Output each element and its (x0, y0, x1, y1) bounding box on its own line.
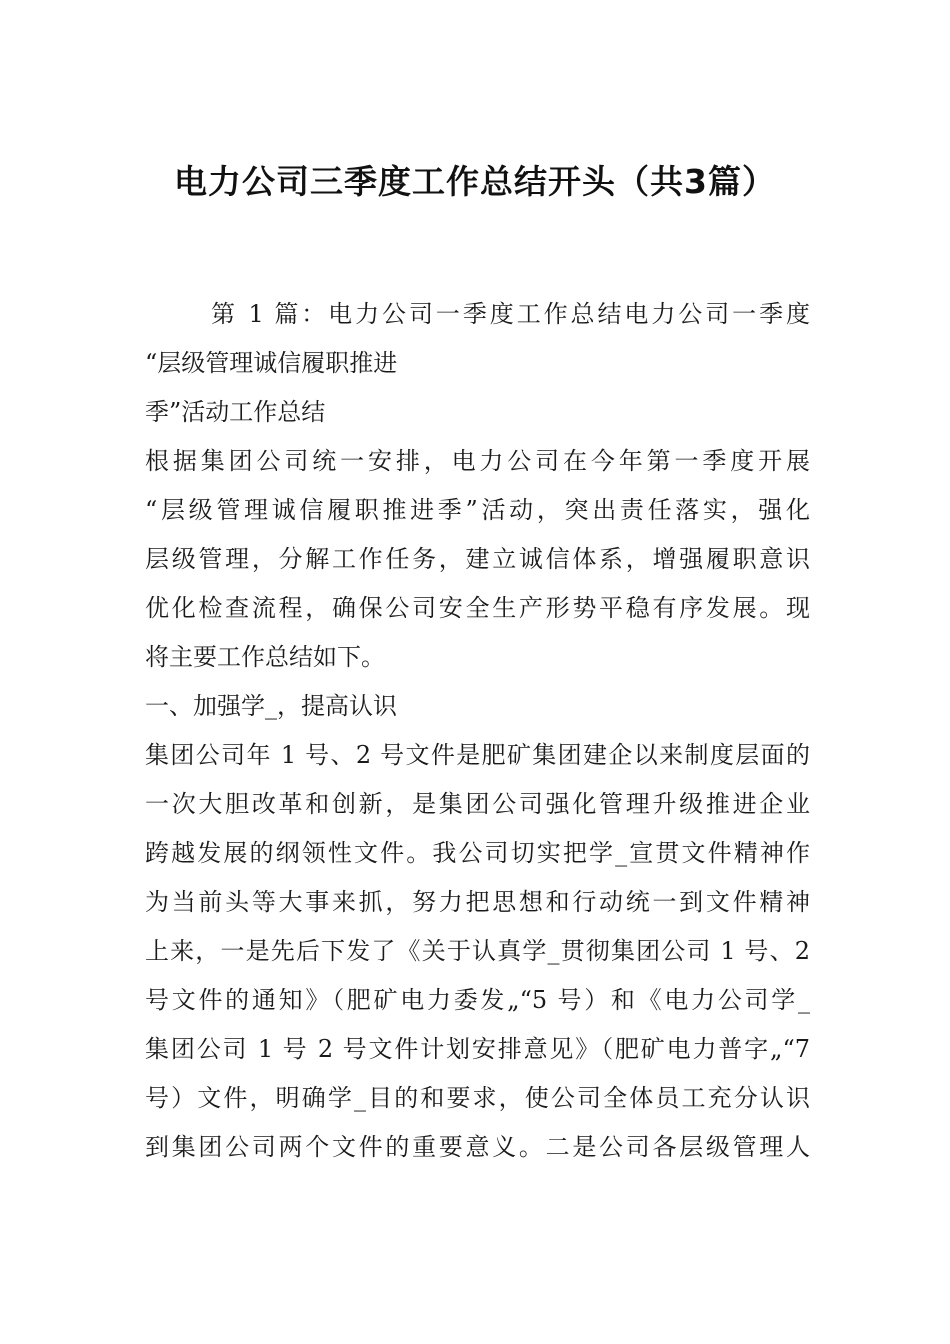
document-title: 电力公司三季度工作总结开头（共3篇） (174, 162, 776, 201)
body-line: “层级管理诚信履职推进 (145, 349, 398, 377)
body-line: 号）文件，明确学_目的和要求，使公司全体员工充分认识 (145, 1084, 810, 1112)
document-body (145, 290, 810, 1172)
body-line: 层级管理，分解工作任务，建立诚信体系，增强履职意识 (145, 545, 810, 573)
body-line: 将主要工作总结如下。 (145, 643, 385, 671)
body-line: 上来，一是先后下发了《关于认真学_贯彻集团公司 1 号、2 (145, 937, 810, 965)
body-line: 优化检查流程，确保公司安全生产形势平稳有序发展。现 (145, 594, 810, 622)
body-line: “层级管理诚信履职推进季”活动，突出责任落实，强化 (145, 496, 810, 524)
body-line: 跨越发展的纲领性文件。我公司切实把学_宣贯文件精神作 (145, 839, 810, 867)
body-line: 到集团公司两个文件的重要意义。二是公司各层级管理人 (145, 1133, 810, 1161)
body-line: 集团公司 1 号 2 号文件计划安排意见》（肥矿电力普字„“7 (145, 1035, 810, 1063)
body-line: 号文件的通知》（肥矿电力委发„“5 号）和《电力公司学_ (145, 986, 810, 1014)
body-line: 第 1 篇：电力公司一季度工作总结电力公司一季度 (211, 300, 810, 328)
body-line: 为当前头等大事来抓，努力把思想和行动统一到文件精神 (145, 888, 810, 916)
body-line: 季”活动工作总结 (145, 398, 326, 426)
body-line: 根据集团公司统一安排，电力公司在今年第一季度开展 (145, 447, 810, 475)
body-line: 一、加强学_，提高认识 (145, 692, 397, 720)
body-line: 集团公司年 1 号、2 号文件是肥矿集团建企以来制度层面的 (145, 741, 810, 769)
body-line: 一次大胆改革和创新，是集团公司强化管理升级推进企业 (145, 790, 810, 818)
